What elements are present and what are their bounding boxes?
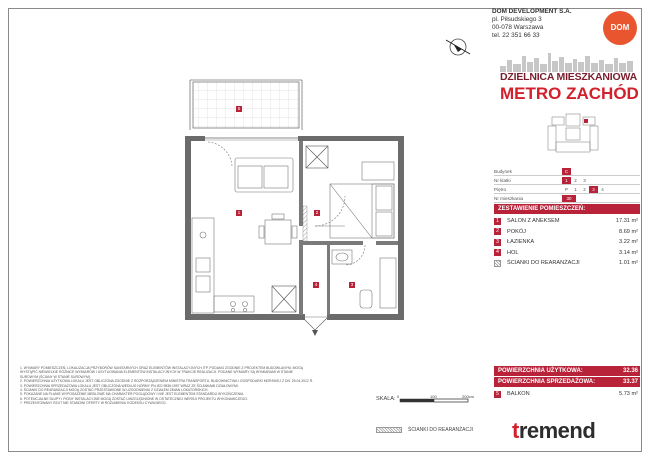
- dom-logo: DOM: [603, 11, 637, 45]
- tremend-logo: tremend: [512, 418, 596, 443]
- bedroom-furniture: [315, 162, 394, 238]
- developer-name: DOM DEVELOPMENT S.A.: [492, 8, 572, 15]
- apartment-location-marker: [584, 119, 588, 123]
- info-row-building: Budynek C: [494, 167, 640, 176]
- usable-area-row: POWIERZCHNIA UŻYTKOWA: 32.36: [494, 366, 640, 376]
- plan-notes: 1. WYMIARY POMIESZCZEŃ, LOKALIZACJA PRZYBORÓW SANITARNYCH ORAZ ELEMENTÓW INSTALACYJNYCH ITP. PODANO ZGODNIE Z PROJEKTEM BUDOWLANYM. MOGĄ WYSTĄPIĆ NIEWIELKIE RÓŻNICE WYMIARÓW I USYTUOWANIA ELEMENTÓW INSTALACYJNYCH W TRAKCIE REALIZACJI. PODANE WYMIARY SĄ WYMIARAMI W STANIE SUROWYM (ŚCIANY W STANIE SUROWYM). 2. POWIERZCHNIA UŻYTKOWA LOKALU JEST OBLICZONA ZGODNIE Z ROZPORZĄDZENIEM MINISTRA TRANSPORTU, BUDOWNICTWA I GOSPODARKI MORSKIEJ Z DN. 25.04.2012 R. 3. POWIERZCHNIA SPRZEDAŻOWA LOKALU JEST OBLICZONA WEDŁUG NORMY PN-ISO 9836:1997 WRAZ ZE ŚCIANKAMI DZIAŁOWYMI. 4. ŚCIANKI DO REARANŻACJI MOGĄ ZOSTAĆ PRZESTAWIONE W UZGODNIENIU Z DZIAŁEM ZMIAN LOKATORSKICH. 5. POKAZANE NA PLANIE WYPOSAŻENIE MEBLOWE MA CHARAKTER POGLĄDOWY I NIE JEST ELEMENTEM STANDARDU WYKOŃCZENIA. 6. POTENCJALNE SŁUPY I PIONY INSTALACYJNE MOGĄ ZOSTAĆ UWZGLĘDNIONE W OSTATECZNEJ WERSJI PROJEKTU WYKONAWCZEGO. 7. PREZENTOWANY RZUT NIE STANOWI OFERTY W ROZUMIENIU KODEKSU CYWILNEGO.: [20, 366, 314, 406]
- developer-address-2: 00-078 Warszawa: [492, 24, 544, 31]
- info-row-floor: Piętro P 1 2 3 4: [494, 185, 640, 194]
- exterior-walls: [185, 136, 404, 320]
- room-label-pokoj: 2: [315, 210, 319, 215]
- scale-label: SKALA:: [376, 396, 396, 402]
- scale-tick: 0: [397, 394, 400, 399]
- scale-bar: [400, 399, 468, 402]
- building-key-plan: [548, 114, 598, 152]
- north-arrow-icon: [446, 39, 470, 55]
- project-title-line2: METRO ZACHÓD: [500, 84, 639, 103]
- developer-phone: tel. 22 351 66 33: [492, 32, 540, 39]
- room-label-salon: 1: [237, 210, 241, 215]
- info-row-staircase: Nr klatki 1 2 3: [494, 176, 640, 185]
- room-label-hol: 4: [314, 282, 318, 287]
- legend-walls: ŚCIANKI DO REARANŻACJI: [376, 427, 473, 433]
- balcony-area: [190, 80, 302, 130]
- room-row: 3 ŁAZIENKA 3.22 m²: [494, 237, 640, 248]
- info-row-apartment: Nr mieszkania 30: [494, 194, 640, 203]
- bathroom-fixtures: [332, 245, 396, 308]
- entry-door: [303, 317, 327, 330]
- hatch-swatch-icon: [494, 260, 501, 267]
- project-title-line1: DZIELNICA MIESZKANIOWA: [500, 71, 637, 83]
- scale-tick: 100: [430, 394, 437, 399]
- project-title: [500, 53, 640, 104]
- sale-area-row: POWIERZCHNIA SPRZEDAŻOWA: 33.37: [494, 377, 640, 387]
- room-row: 1 SALON Z ANEKSEM 17.31 m²: [494, 216, 640, 227]
- interior-walls: [299, 141, 398, 315]
- room-label-lazienka: 3: [350, 282, 354, 287]
- room-row: 4 HOL 3.14 m²: [494, 248, 640, 259]
- hatch-swatch-icon: [376, 427, 402, 433]
- rooms-list: [494, 216, 640, 269]
- room-label-balkon: 5: [237, 106, 241, 111]
- room-row-walls: ŚCIANKI DO REARANŻACJI 1.01 m²: [494, 258, 640, 269]
- balcony-row: 5 BALKON 5.73 m²: [494, 389, 640, 400]
- developer-address-1: pl. Piłsudskiego 3: [492, 16, 542, 23]
- room-row: 2 POKÓJ 8.69 m²: [494, 227, 640, 238]
- rooms-header: ZESTAWIENIE POMIESZCZEŃ:: [494, 204, 640, 214]
- living-room-furniture: [192, 142, 297, 313]
- apartment-info-table: [494, 167, 640, 203]
- entrance-arrow-icon: [312, 330, 318, 336]
- scale-tick: 200cm: [462, 394, 475, 399]
